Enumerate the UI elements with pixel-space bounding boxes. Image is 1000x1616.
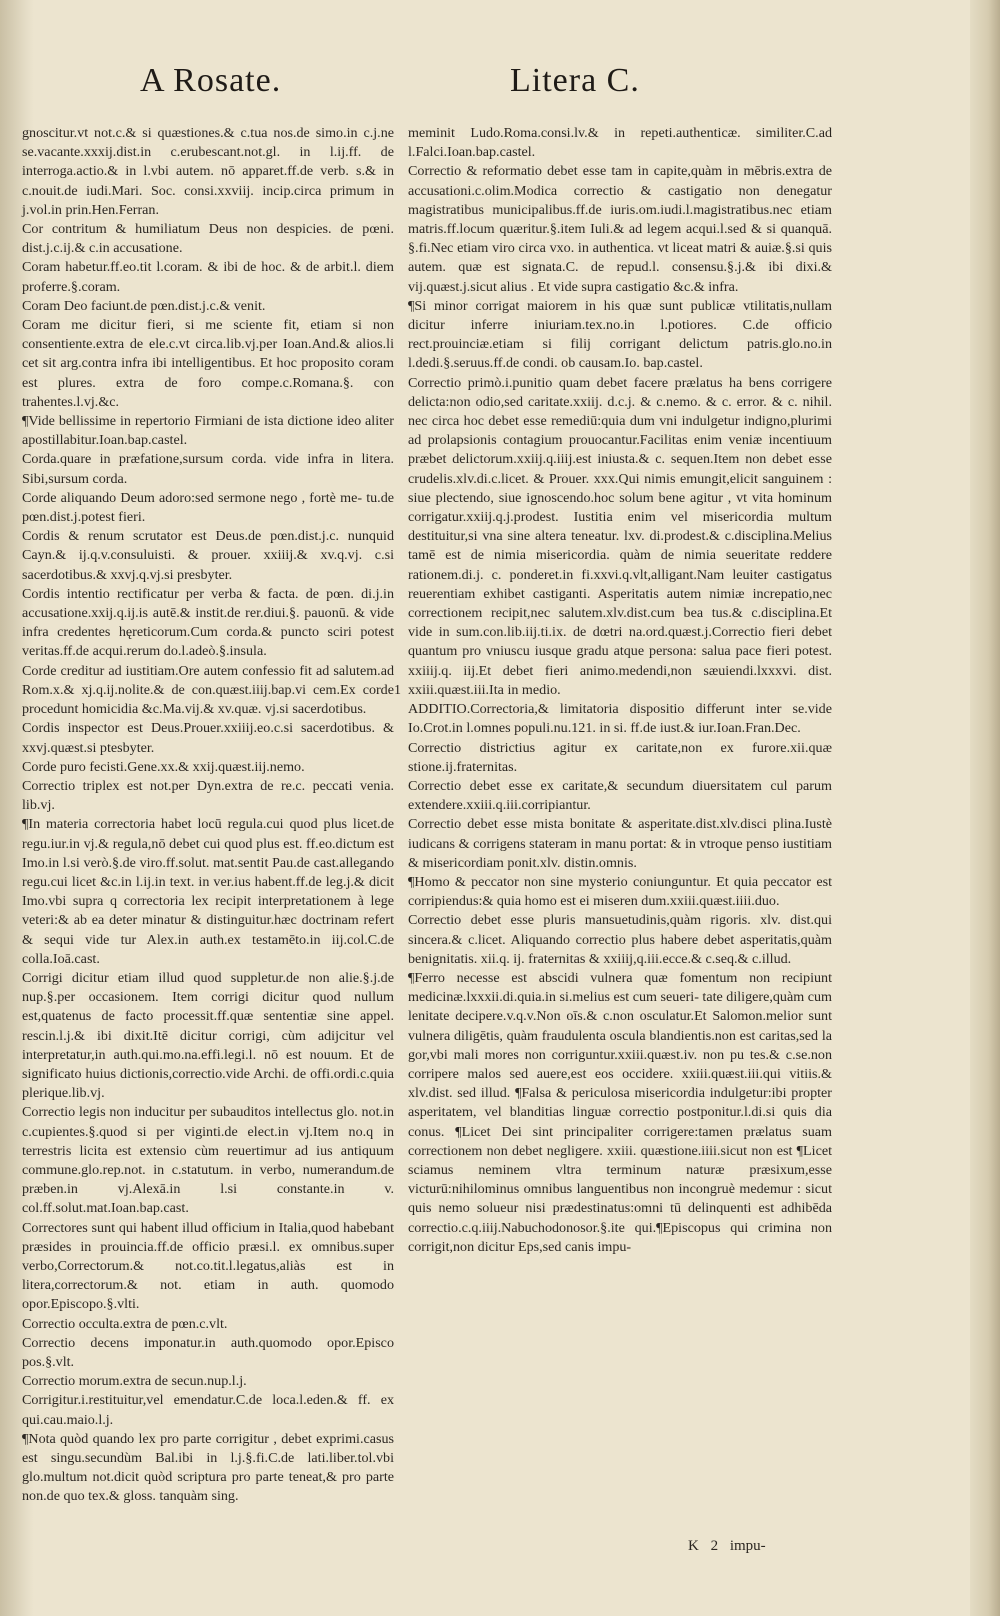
entry-paragraph: Corrigi dicitur etiam illud quod suppletur.de non alie.§.j.de nup.§.per occasionem. Item corrigi dicitur quod nullum est,quatenus de facto processit.ff.quæ sententiæ sine appel. rescin.l.j.& ibi dixit.Itē dicitur corrigi, cùm adijcitur vel interpretatur,in auth.qui.mo.na.effi.legi.l. nō est nouum. Et de significato huius dictionis,correctio.vide Archi. de offi.ordi.c.quia plerique.lib.vj. xyxy=(22,969,394,1102)
entry-paragraph: Correctio districtius agitur ex caritate,non ex furore.xii.quæ stione.ij.fraternitas. xyxy=(408,739,832,775)
margin-numeral: 1 xyxy=(394,682,401,698)
entry-paragraph: ¶Ferro necesse est abscidi vulnera quæ fomentum non recipiunt medicinæ.lxxxii.di.quia.in si.melius est cum seueri- tate diligere,quàm cum lenitate decipere.v.q.v.Non oīs.& c.non osculatur.Et Salomon.melior sunt vulnera diligētis, quàm fraudulenta oscula blandientis.non est caritas,sed la gor,vbi mali mores non corriguntur.xxiii.quæst.iv. non pu tes.& c.se.non corripere malos sed auere,est eos occidere. xxiii.quæst.iii.qui vitiis.& xlv.dist. sed illud. ¶Falsa & periculosa misericordia indulgetur:ibi propter asperitatem, vel blanditias linguæ correctio postponitur.l.di.si quis dia conus. ¶Licet Dei sint principaliter corrigere:tamen prælatus suam correctionem non debet negligere. xxiii. quæstione.iiii.sicut non est ¶Licet sciamus neminem vltra terminum naturæ præsixum,esse victurū:nihilominus omnibus languentibus non incongruè medemur : sicut quis nemo solueur nisi prædestinatus:omni tū delinquenti est adhibēda correctio.c.q.iiij.Nabuchodonosor.§.ite qui.¶Episcopus qui crimina non corrigit,non dicitur Eps,sed canis impu- xyxy=(408,969,832,1255)
entry-paragraph: ¶Si minor corrigat maiorem in his quæ sunt publicæ vtilitatis,nullam dicitur inferre iniuriam.tex.no.in l.potiores. C.de officio rect.prouinciæ.etiam si filij corrigant delictum patris.glo.no.in l.dedi.§.seruus.ff.de condi. ob causam.Io. bap.castel. xyxy=(408,297,832,372)
entry-paragraph: ¶Vide bellissime in repertorio Firmiani de ista dictione ideo aliter apostillabitur.Ioan.bap.castel. xyxy=(22,413,394,449)
entry-paragraph: Correctio legis non inducitur per subauditos intellectus glo. not.in c.cupientes.§.quod si per viginti.de elect.in vj.Item no.q in terrestris licita est extensio cùm reuertimur ad ius antiquum commune.glo.rep.not. in c.statutum. in verbo, numerandum.de præben.in vj.Alexā.in l.si constante.in v. col.ff.solut.mat.Ioan.bap.cast. xyxy=(22,1104,394,1217)
page-edge xyxy=(970,0,1000,1616)
entry-paragraph: Correctio debet esse ex caritate,& secundum diuersitatem cul parum extendere.xxiii.q.iii.corripiantur. xyxy=(408,777,832,814)
entry-paragraph: Correctio triplex est not.per Dyn.extra de re.c. peccati venia. lib.vj. xyxy=(22,777,394,814)
entry-paragraph: Corda.quare in præfatione,sursum corda. vide infra in litera. Sibi,sursum corda. xyxy=(22,451,394,487)
entry-paragraph: Coram me dicitur fieri, si me sciente fit, etiam si non consentiente.extra de ele.c.vt circa.lib.vj.per Ioan.And.& alios.li cet sit arg.contra infra ibi intelligentibus. Et hoc proposito coram est plures. extra de foro compe.c.Romana.§. con trahentes.l.vj.&c. xyxy=(22,317,394,410)
entry-paragraph: Cordis intentio rectificatur per verba & facta. de pœn. di.j.in accusatione.xxij.q.ij.is autē.& instit.de rer.diui.§. pauonū. & vide infra credentes hęreticorum.Cum corda.& puncto sciri potest veritas.ff.de acqui.rerum do.l.adeò.§.insula. xyxy=(22,585,394,660)
entry-paragraph: Correctio debet esse mista bonitate & asperitate.dist.xlv.disci plina.Iustè iudicans & corrigens stateram in manu portat: & in vtroque penso iustitiam & misericordiam ponit.xlv. distin.omnis. xyxy=(408,816,832,871)
entry-paragraph: ¶Homo & peccator non sine mysterio coniunguntur. Et quia peccator est corripiendus:& quia homo est ei miseren dum.xxiii.quæst.iiii.duo. xyxy=(408,873,832,910)
entry-paragraph: Correctio morum.extra de secun.nup.l.j. xyxy=(22,1373,247,1390)
entry-paragraph: Coram Deo faciunt.de pœn.dist.j.c.& venit. xyxy=(22,297,266,314)
signature-mark xyxy=(688,1538,766,1555)
entry-paragraph: Correctio decens imponatur.in auth.quomodo opor.Episco pos.§.vlt. xyxy=(22,1334,394,1370)
entry-paragraph: meminit Ludo.Roma.consi.lv.& in repeti.authenticæ. similiter.C.ad l.Falci.Ioan.bap.castel. xyxy=(408,125,832,161)
entry-paragraph: ¶In materia correctoria habet locū regula.cui quod plus licet.de regu.iur.in vj.& regula,nō debet cui quod plus est. ff.eo.dictum est Imo.in l.si verò.§.de viro.ff.solut. mat.sentit Pau.de cast.allegando regu.cui licet &c.in l.ij.in text. in ver.ius habent.ff.de leg.j.& dicit Imo.vbi supra q correctoria lex recipit interpretationem à lege veteri:& ab ea deter minatur & distinguitur.hæc doctrinam refert & sequi vide tur Alex.in auth.ex testamēto.in iij.col.C.de colla.Ioā.cast. xyxy=(22,816,394,967)
entry-paragraph: Coram habetur.ff.eo.tit l.coram. & ibi de hoc. & de arbit.l. diem proferre.§.coram. xyxy=(22,259,394,295)
entry-paragraph: ADDITIO.Correctoria,& limitatoria dispositio differunt inter se.vide Io.Crot.in l.omnes populi.nu.121. in si. ff.de iust.& iur.Ioan.Fran.Dec. xyxy=(408,701,832,737)
entry-paragraph: Corde aliquando Deum adoro:sed sermone nego , fortè me- tu.de pœn.dist.j.potest fieri. xyxy=(22,489,394,526)
entry-paragraph: Correctio occulta.extra de pœn.c.vlt. xyxy=(22,1315,228,1332)
catchword: impu- xyxy=(729,1538,766,1554)
running-header xyxy=(0,62,1000,118)
entry-paragraph: Correctio debet esse pluris mansuetudinis,quàm rigoris. xlv. dist.qui sincera.& c.licet. Aliquando correctio plus habere debet asperitatis,quàm benignitatis. xii.q. ij. fraternitas & xxiiij,q.iii.ecce.& c.seq.& c.illud. xyxy=(408,912,832,967)
entry-paragraph: ¶Nota quòd quando lex pro parte corrigitur , debet exprimi.casus est singu.secundùm Bal.ibi in l.j.§.fi.C.de lati.liber.tol.vbi glo.multum not.dicit quòd scriptura pro parte teneat,& pro parte non.de quo tex.& gloss. tanquàm sing. xyxy=(22,1430,394,1505)
entry-paragraph: Cordis & renum scrutator est Deus.de pœn.dist.j.c. nunquid Cayn.& ij.q.v.consuluisti. & prouer. xxiiij.& xv.q.vj. c.si sacerdotibus.& xxvj.q.vj.si presbyter. xyxy=(22,528,394,583)
header-left: A Rosate. xyxy=(140,62,282,99)
entry-paragraph: Cor contritum & humiliatum Deus non despicies. de pœni. dist.j.c.ij.& c.in accusatione. xyxy=(22,221,394,257)
entry-paragraph: gnoscitur.vt not.c.& si quæstiones.& c.tua nos.de simo.in c.j.ne se.vacante.xxxij.dist.in c.erubescant.not.gl. in l.ij.ff. de interroga.actio.& in l.vbi autem. nō apparet.ff.de verb. s.& in c.nouit.de iudi.Mari. Soc. consi.xxviij. incip.circa primum in j.vol.in prin.Hen.Ferran. xyxy=(22,125,394,218)
left-column xyxy=(22,124,394,1594)
entry-paragraph: Correctio primò.i.punitio quam debet facere prælatus ha bens corrigere delicta:non odio,sed caritate.xxiij. d.c.j. & c.nemo. & c. error. & c. nihil. nec circa hoc debet esse remediū:quia dum vni indulgetur indigno,plurimi ad prolapsionis contagium prouocantur.Facilitas enim veniæ incentiuum præbet delictorum.xxiij.q.iiij.est iniusta.& c. sequen.Item non debet esse crudelis.xlv.di.c.licet. & Prouer. xxx.Qui nimis emungit,elicit sanguinem : siue plectendo, siue ignoscendo.hoc solum bene agitur , vt vita hominum corrigatur.xxiij.q.j.prodest. Iustitia enim vel misericordia multum destituitur,si vna sine altera teneatur. lxv. di.prodest.& c.disciplina.Melius tamē est de nimia misericordia. quàm de nimia seueritate reddere rationem.di.j. c. ponderet.in fi.xxvi.q.vlt,alligant.Nam leuiter castigatus reuerentiam exhibet castiganti. Asperitatis autem nimiæ increpatio,nec correctionem recipit,nec salutem.xlv.dist.cum bea tus.& c.disciplina.Et vide in sum.con.lib.iij.ti.ix. de dœtri na.ord.quæst.j.Correctio fieri debet quantum pro vniuscu iusque gradu atque persona: salua pace fieri potest. xxiiij.q. iij.Et debet fieri animo.medendi,non sæuiendi.lxxxvi. dist. xxiii.quæst.iii.Ita in medio. 1 xyxy=(408,374,832,700)
entry-paragraph: Cordis inspector est Deus.Prouer.xxiiij.eo.c.si sacerdotibus. & xxvj.quæst.si ptesbyter. xyxy=(22,720,394,756)
signature-text: K 2 xyxy=(688,1538,719,1554)
entry-paragraph: Correctores sunt qui habent illud officium in Italia,quod habebant præsides in prouincia.ff.de officio præsi.l. ex omnibus.super verbo,Correctorum.& not.co.tit.l.legatus,aliàs est in litera,correctorum.& not. etiam in auth. quomodo opor.Episcopo.§.vlti. xyxy=(22,1219,394,1313)
header-right: Litera C. xyxy=(510,62,640,99)
entry-paragraph: Corde creditur ad iustitiam.Ore autem confessio fit ad salutem.ad Rom.x.& xj.q.ij.nolite.& de con.quæst.iiij.bap.vi cem.Ex corde procedunt homicidia &c.Ma.vij.& xv.quæ. vj.si sacerdotibus. xyxy=(22,662,394,718)
entry-paragraph: Corde puro fecisti.Gene.xx.& xxij.quæst.iij.nemo. xyxy=(22,758,305,775)
entry-paragraph: Correctio & reformatio debet esse tam in capite,quàm in mēbris.extra de accusationi.c.olim.Modica correctio & castigatio non denegatur magistratibus municipalibus.ff.de iuris.om.iudi.l.magistratibus.nec etiam matris.ff.locum quæritur.§.item Iuli.& ad legem acqui.l.sed & si quanquā. §.fi.Nec etiam viro circa vxo. in authentica. vt liceat matri & auiæ.§.si quis autem. quæ est signata.C. de repud.l. consensu.§.j.& ibi dixi.& vij.quæst.j.sicut alius . Et vide supra castigatio &c.& infra. xyxy=(408,163,832,295)
right-column xyxy=(394,124,832,1594)
entry-paragraph: Corrigitur.i.restituitur,vel emendatur.C.de loca.l.eden.& ff. ex qui.cau.maio.l.j. xyxy=(22,1392,394,1428)
